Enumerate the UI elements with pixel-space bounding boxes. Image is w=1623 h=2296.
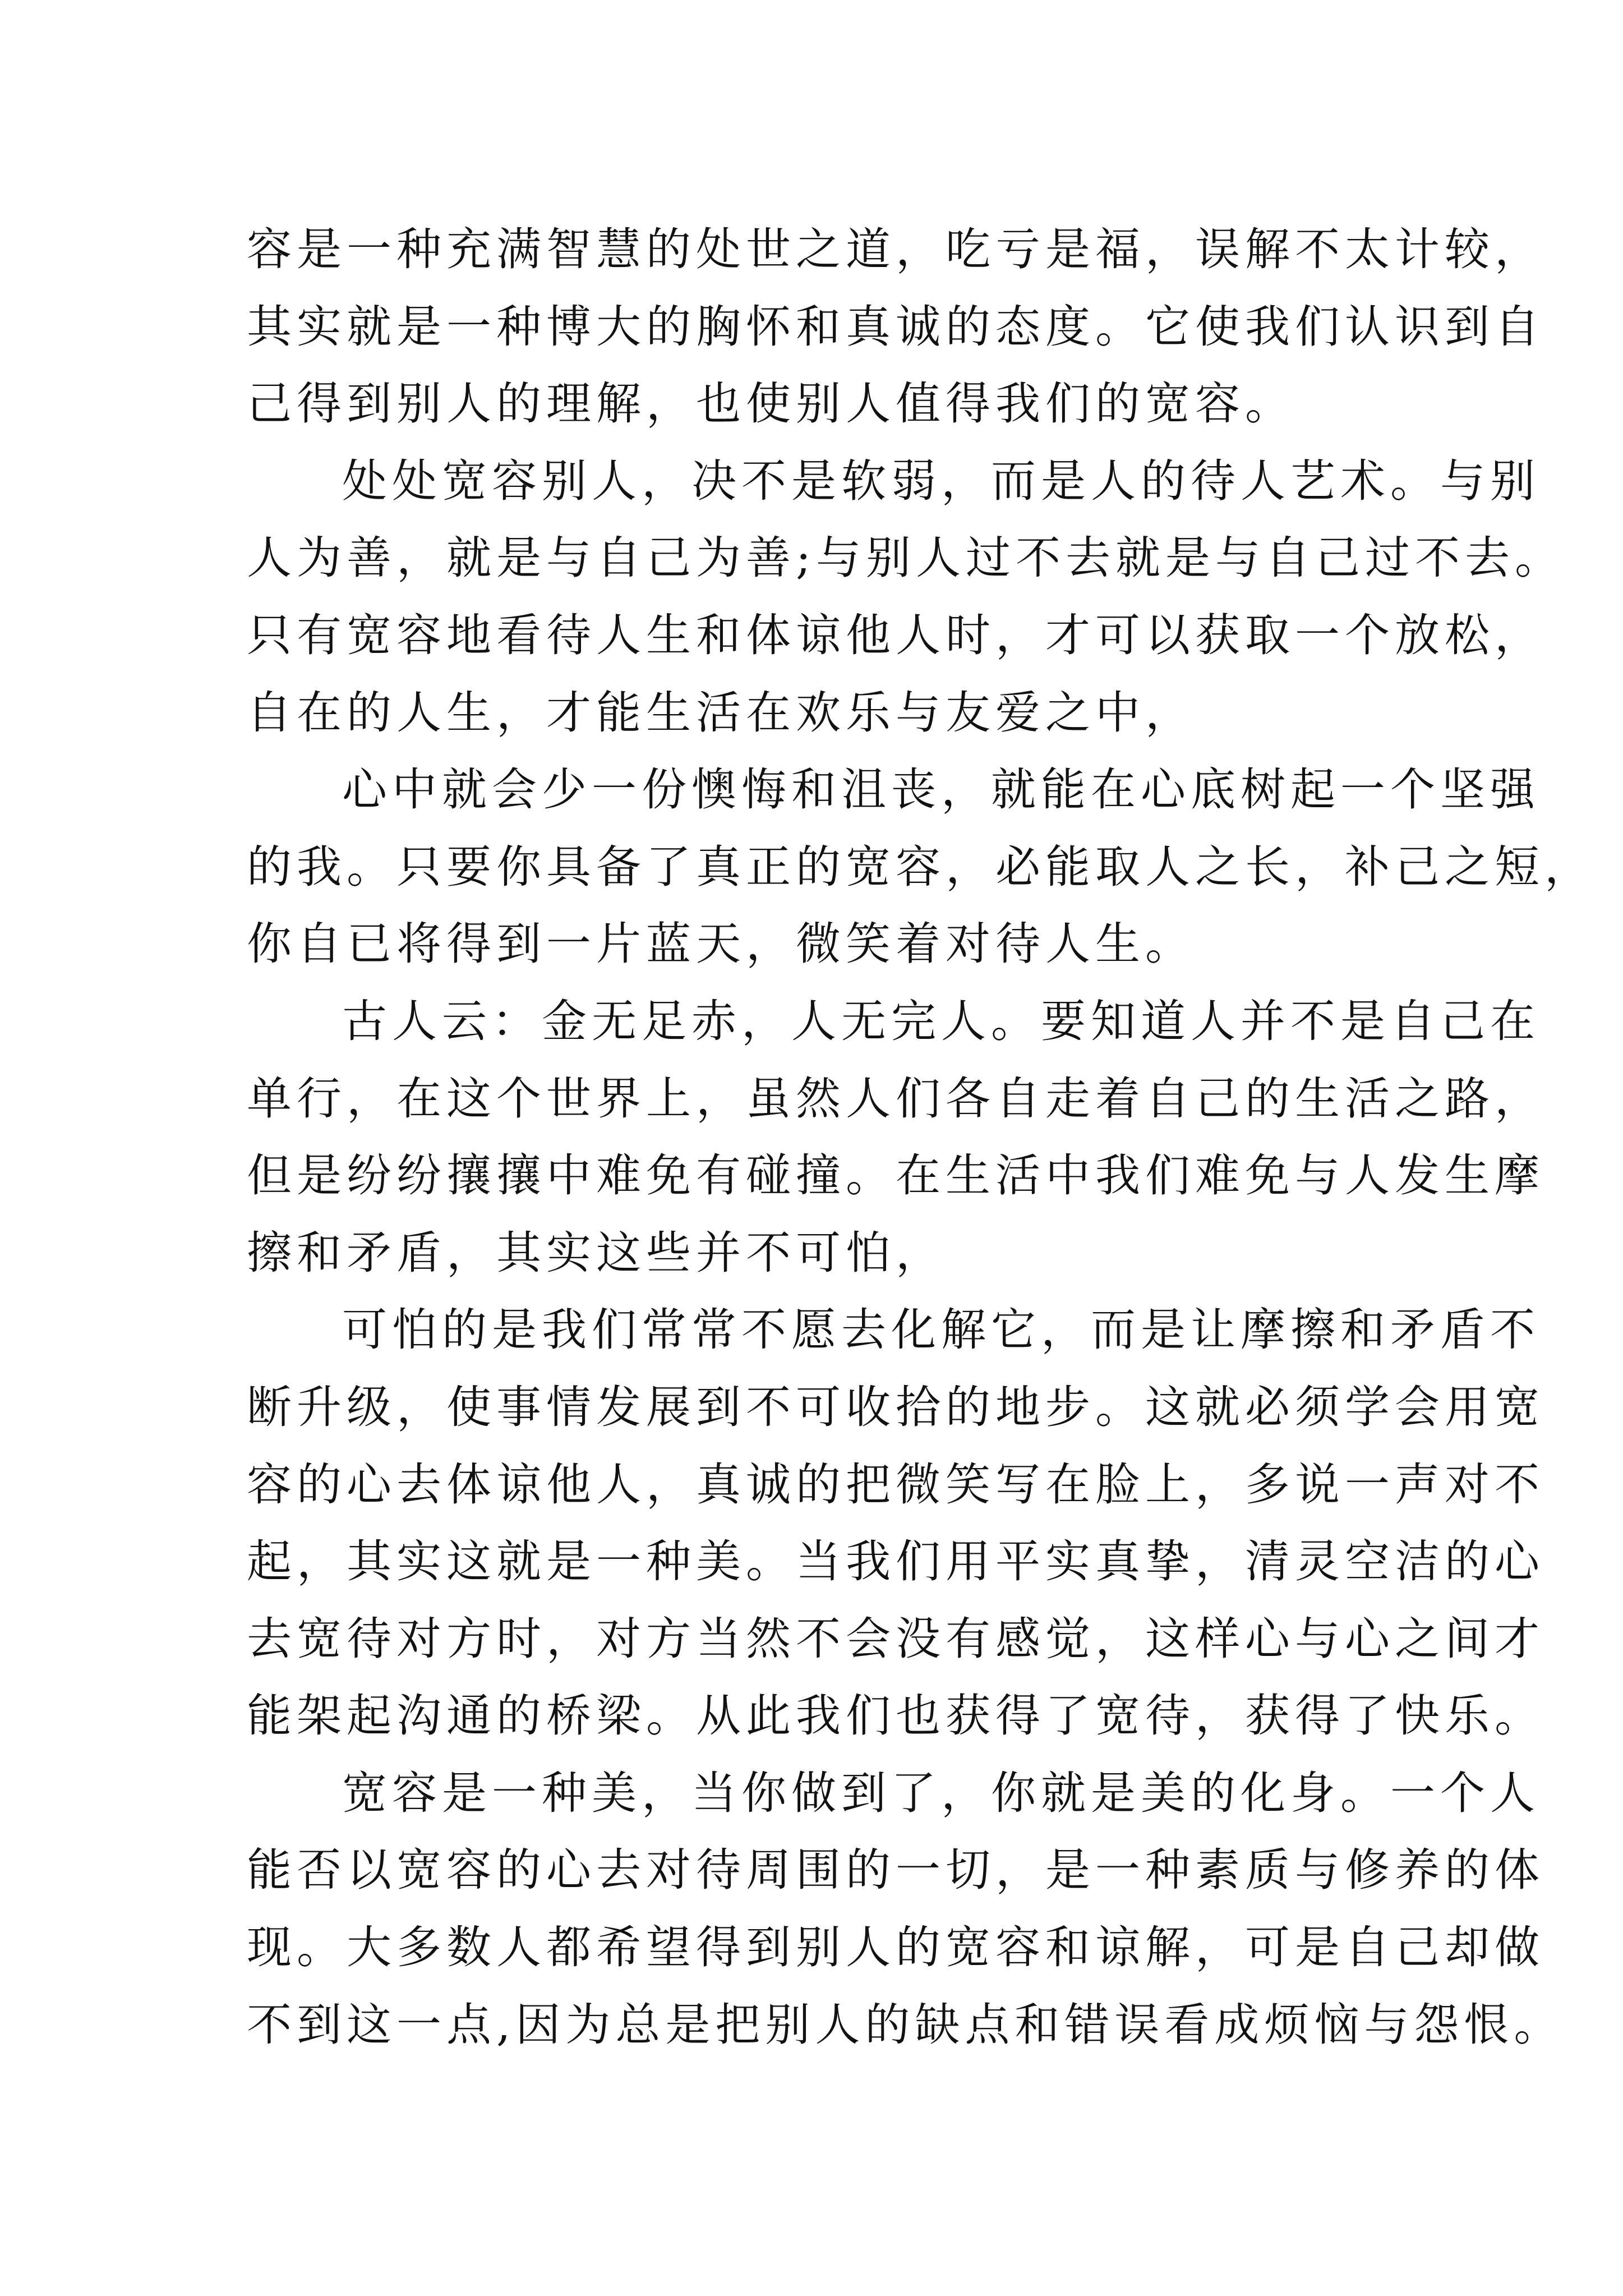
paragraph-first-line: 心中就会少一份懊悔和沮丧，就能在心底树起一个坚强: [342, 763, 1540, 816]
text-line: 断升级，使事情发展到不可收拾的地步。这就必须学会用宽: [247, 1381, 1544, 1433]
text-line: 去宽待对方时，对方当然不会没有感觉，这样心与心之间才: [247, 1612, 1544, 1665]
text-line: 容是一种充满智慧的处世之道，吃亏是福，误解不太计较，: [247, 223, 1544, 275]
text-line: 能架起沟通的桥梁。从此我们也获得了宽待，获得了快乐。: [247, 1690, 1544, 1742]
text-line: 但是纷纷攘攘中难免有碰撞。在生活中我们难免与人发生摩: [247, 1149, 1544, 1202]
body-text: [247, 211, 1594, 2063]
text-line: 能否以宽容的心去对待周围的一切，是一种素质与修养的体: [247, 1844, 1544, 1897]
text-line: 自在的人生，才能生活在欢乐与友爱之中，: [247, 686, 1195, 739]
text-line: 单行，在这个世界上，虽然人们各自走着自己的生活之路，: [247, 1072, 1544, 1125]
paragraph-first-line: 宽容是一种美，当你做到了，你就是美的化身。一个人: [342, 1766, 1540, 1819]
text-line: 现。大多数人都希望得到别人的宽容和谅解，可是自己却做: [247, 1921, 1544, 1974]
text-line: 擦和矛盾，其实这些并不可怕，: [247, 1226, 946, 1279]
text-line: 只有宽容地看待人生和体谅他人时，才可以获取一个放松，: [247, 609, 1544, 661]
text-line: 你自已将得到一片蓝天，微笑着对待人生。: [247, 918, 1195, 970]
text-line: 其实就是一种博大的胸怀和真诚的态度。它使我们认识到自: [247, 300, 1544, 353]
text-line: 不到这一点,因为总是把别人的缺点和错误看成烦恼与怨恨。: [247, 1998, 1564, 2051]
text-line: 人为善，就是与自己为善;与别人过不去就是与自己过不去。: [247, 532, 1565, 585]
text-line: 容的心去体谅他人，真诚的把微笑写在脸上，多说一声对不: [247, 1458, 1544, 1511]
text-line: 起，其实这就是一种美。当我们用平实真挚，清灵空洁的心: [247, 1535, 1544, 1588]
paragraph-first-line: 处处宽容别人，决不是软弱，而是人的待人艺术。与别: [342, 454, 1540, 507]
text-line: 己得到别人的理解，也使别人值得我们的宽容。: [247, 378, 1295, 430]
paragraph-first-line: 可怕的是我们常常不愿去化解它，而是让摩擦和矛盾不: [342, 1304, 1540, 1356]
paragraph-first-line: 古人云：金无足赤，人无完人。要知道人并不是自己在: [342, 995, 1540, 1047]
text-line: 的我。只要你具备了真正的宽容，必能取人之长，补己之短，: [247, 840, 1594, 893]
